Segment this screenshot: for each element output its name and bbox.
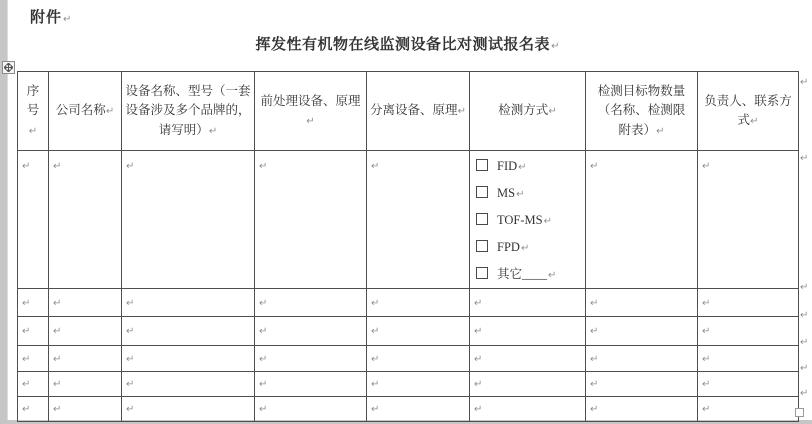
table-cell[interactable]: [255, 397, 367, 422]
table-cell[interactable]: [49, 372, 122, 397]
table-resize-handle[interactable]: [795, 408, 804, 417]
header-label: 公司名称: [55, 103, 106, 118]
table-cell[interactable]: [49, 397, 122, 422]
cell-end-mark: ↵: [126, 379, 135, 391]
cell-end-mark: ↵: [259, 161, 268, 172]
detection-option-other: [476, 261, 585, 288]
cell-end-mark: ↵: [702, 404, 711, 416]
cell-end-mark: ↵: [520, 243, 530, 254]
cell-end-mark: ↵: [371, 297, 380, 309]
cell-end-mark: ↵: [105, 106, 115, 118]
cell-end-mark: ↵: [371, 326, 380, 338]
table-cell[interactable]: [698, 289, 799, 317]
detection-option-ms: [476, 180, 585, 207]
option-label: FID: [497, 159, 518, 173]
data-row-2: [18, 289, 799, 317]
cell-end-mark: ↵: [22, 404, 31, 416]
checkbox-icon[interactable]: [476, 267, 488, 279]
header-label: 分离设备、原理: [370, 103, 458, 118]
cell-end-mark: ↵: [126, 326, 135, 338]
cell-end-mark: ↵: [548, 106, 557, 118]
cell-end-mark: ↵: [474, 379, 483, 391]
cell-end-mark: ↵: [474, 326, 483, 338]
table-cell[interactable]: [255, 346, 367, 372]
cell-end-mark: ↵: [590, 326, 599, 338]
table-cell[interactable]: [698, 151, 799, 289]
data-row-1: [18, 151, 799, 289]
header-label: 设备名称、型号（一套设备涉及多个品牌的，请写明）: [125, 83, 251, 137]
checkbox-icon[interactable]: [476, 159, 488, 171]
table-cell[interactable]: [367, 289, 470, 317]
cell-end-mark: ↵: [590, 379, 599, 391]
row-end-mark: ↵: [800, 363, 809, 374]
table-move-handle[interactable]: [2, 61, 15, 74]
attachment-label: 附件: [30, 10, 63, 26]
option-label: FPD: [497, 240, 520, 254]
header-cell-serial[interactable]: [18, 72, 49, 151]
cell-end-mark: ↵: [518, 162, 527, 173]
option-label: 其它____: [497, 267, 548, 281]
table-cell[interactable]: [18, 317, 49, 346]
cell-end-mark: ↵: [371, 404, 380, 416]
cell-end-mark: ↵: [259, 379, 268, 391]
header-cell-separation[interactable]: [367, 72, 470, 151]
cell-end-mark: ↵: [656, 125, 665, 137]
cell-end-mark: ↵: [22, 161, 31, 172]
registration-table: [17, 71, 799, 422]
table-cell[interactable]: [586, 289, 698, 317]
cell-end-mark: ↵: [702, 326, 711, 338]
cell-end-mark: ↵: [259, 297, 268, 309]
data-row-6: [18, 397, 799, 422]
table-cell[interactable]: [586, 397, 698, 422]
cell-end-mark: ↵: [543, 216, 553, 227]
table-cell[interactable]: [586, 151, 698, 289]
table-cell[interactable]: [18, 289, 49, 317]
table-cell[interactable]: [122, 151, 255, 289]
table-cell[interactable]: [367, 346, 470, 372]
cell-end-mark: ↵: [371, 353, 380, 365]
cell-end-mark: ↵: [53, 297, 62, 309]
header-label: 前处理设备、原理: [260, 93, 361, 108]
header-label: 检测方式: [498, 103, 549, 118]
cell-end-mark: ↵: [474, 297, 483, 309]
checkbox-icon[interactable]: [476, 213, 488, 225]
detection-option-fid: [476, 153, 585, 180]
cell-end-mark: ↵: [590, 404, 599, 416]
header-cell-device-name[interactable]: [122, 72, 255, 151]
header-cell-detection-method[interactable]: [470, 72, 586, 151]
cell-end-mark: ↵: [750, 116, 759, 127]
cell-end-mark: ↵: [126, 297, 135, 309]
cell-end-mark: ↵: [53, 404, 62, 416]
row-end-mark: ↵: [800, 337, 809, 348]
table-cell[interactable]: [698, 346, 799, 372]
option-label: TOF-MS: [497, 213, 543, 227]
cell-end-mark: ↵: [22, 353, 31, 365]
table-cell[interactable]: [470, 372, 586, 397]
header-label: 序号: [26, 83, 40, 118]
table-cell[interactable]: [586, 346, 698, 372]
table-cell[interactable]: [255, 317, 367, 346]
header-row: [18, 72, 799, 151]
table-cell[interactable]: [367, 372, 470, 397]
cell-end-mark: ↵: [474, 353, 483, 365]
table-cell[interactable]: [49, 151, 122, 289]
table-cell[interactable]: [122, 346, 255, 372]
cell-end-mark: ↵: [548, 270, 557, 281]
data-row-5: [18, 372, 799, 397]
table-cell[interactable]: [18, 151, 49, 289]
row-end-mark: ↵: [800, 77, 809, 88]
cell-end-mark: ↵: [208, 125, 218, 137]
table-cell[interactable]: [122, 289, 255, 317]
table-cell[interactable]: [698, 317, 799, 346]
table-cell[interactable]: [255, 372, 367, 397]
cell-end-mark: ↵: [53, 379, 62, 391]
detection-option-tof-ms: [476, 207, 585, 234]
cell-end-mark: ↵: [22, 297, 31, 309]
table-cell[interactable]: [49, 289, 122, 317]
cell-end-mark: ↵: [126, 404, 135, 416]
row-end-mark: ↵: [800, 388, 809, 399]
data-row-3: [18, 317, 799, 346]
table-cell[interactable]: [470, 346, 586, 372]
detection-method-cell[interactable]: [470, 151, 586, 289]
cell-end-mark: ↵: [371, 379, 380, 391]
row-end-mark: ↵: [800, 310, 809, 321]
paragraph-mark: ↵: [551, 41, 560, 52]
cell-end-mark: ↵: [516, 189, 525, 200]
cell-end-mark: ↵: [371, 161, 380, 172]
data-row-4: [18, 346, 799, 372]
cell-end-mark: ↵: [53, 353, 62, 365]
header-cell-target-count[interactable]: [586, 72, 698, 151]
cell-end-mark: ↵: [259, 404, 268, 416]
table-cell[interactable]: [698, 397, 799, 422]
cell-end-mark: ↵: [474, 404, 483, 416]
attachment-heading: [30, 6, 71, 27]
table-cell[interactable]: [470, 289, 586, 317]
table-cell[interactable]: [470, 397, 586, 422]
table-cell[interactable]: [122, 372, 255, 397]
table-cell[interactable]: [18, 397, 49, 422]
checkbox-icon[interactable]: [476, 240, 488, 252]
cell-end-mark: ↵: [702, 161, 711, 172]
checkbox-icon[interactable]: [476, 186, 488, 198]
cell-end-mark: ↵: [590, 353, 599, 365]
cell-end-mark: ↵: [590, 297, 599, 309]
move-arrows-icon: [4, 63, 13, 72]
cell-end-mark: ↵: [457, 106, 466, 118]
table-cell[interactable]: [255, 151, 367, 289]
cell-end-mark: ↵: [306, 116, 315, 127]
cell-end-mark: ↵: [590, 161, 599, 172]
paragraph-mark: ↵: [63, 14, 72, 25]
table-cell[interactable]: [49, 346, 122, 372]
table-cell[interactable]: [18, 372, 49, 397]
header-cell-company[interactable]: [49, 72, 122, 151]
table-cell[interactable]: [586, 317, 698, 346]
table-cell[interactable]: [367, 317, 470, 346]
header-cell-pretreatment[interactable]: [255, 72, 367, 151]
cell-end-mark: ↵: [702, 297, 711, 309]
cell-end-mark: ↵: [259, 353, 268, 365]
cell-end-mark: ↵: [22, 326, 31, 338]
row-end-mark: ↵: [800, 153, 809, 164]
cell-end-mark: ↵: [126, 161, 135, 172]
row-end-mark: ↵: [800, 282, 809, 293]
cell-end-mark: ↵: [702, 379, 711, 391]
header-label: 负责人、联系方式: [704, 93, 792, 127]
cell-end-mark: ↵: [53, 326, 62, 338]
cell-end-mark: ↵: [259, 326, 268, 338]
cell-end-mark: ↵: [22, 379, 31, 391]
table-cell[interactable]: [367, 397, 470, 422]
header-cell-contact[interactable]: [698, 72, 799, 151]
page-title: [17, 33, 798, 54]
cell-end-mark: ↵: [702, 353, 711, 365]
cell-end-mark: ↵: [126, 353, 135, 365]
table-cell[interactable]: [122, 317, 255, 346]
table-cell[interactable]: [255, 289, 367, 317]
table-cell[interactable]: [49, 317, 122, 346]
table-cell[interactable]: [122, 397, 255, 422]
detection-option-fpd: [476, 234, 585, 261]
option-label: MS: [497, 186, 516, 200]
cell-end-mark: ↵: [28, 125, 38, 137]
page-title-text: 挥发性有机物在线监测设备比对测试报名表: [255, 37, 551, 53]
cell-end-mark: ↵: [53, 161, 62, 172]
table-cell[interactable]: [18, 346, 49, 372]
header-label: 检测目标物数量（名称、检测限附表）: [597, 83, 686, 137]
table-cell[interactable]: [586, 372, 698, 397]
table-cell[interactable]: [470, 317, 586, 346]
table-cell[interactable]: [698, 372, 799, 397]
table-cell[interactable]: [367, 151, 470, 289]
